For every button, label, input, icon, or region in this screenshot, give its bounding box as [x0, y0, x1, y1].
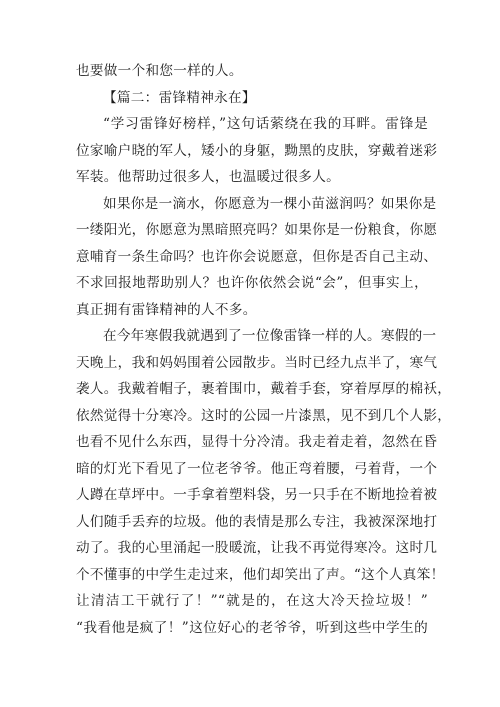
text-line: 也看不见什么东西，显得十分冷清。我走着走着，忽然在昏	[76, 434, 438, 450]
text-line: 依然觉得十分寒冷。这时的公园一片漆黑，见不到几个人影，	[76, 407, 452, 424]
text-line: 暗的灯光下看见了一位老爷爷。他正弯着腰，弓着背，一个	[76, 460, 438, 477]
text-line: 如果你是一滴水，你愿意为一棵小苗滋润吗？如果你是	[103, 195, 437, 212]
text-line: 真正拥有雷锋精神的人不多。	[76, 301, 257, 318]
text-line: 一缕阳光，你愿意为黑暗照亮吗？如果你是一份粮食，你愿	[76, 222, 438, 238]
text-line: 人们随手丢弃的垃圾。他的表情是那么专注，我被深深地打	[76, 513, 438, 530]
text-line: 军装。他帮助过很多人，也温暖过很多人。	[76, 169, 340, 185]
text-line: 不求回报地帮助别人？也许你依然会说“会”，但事实上，	[76, 275, 428, 291]
text-line: 也要做一个和您一样的人。	[76, 63, 243, 79]
section-heading: 【篇二：雷锋精神永在】	[103, 89, 256, 106]
text-line: 意哺育一条生命吗？也许你会说愿意，但你是否自己主动、	[76, 248, 438, 265]
text-line: 个不懂事的中学生走过来，他们却笑出了声。“这个人真笨！	[76, 566, 445, 583]
text-line: 袭人。我戴着帽子，裹着围巾，戴着手套，穿着厚厚的棉袄，	[76, 381, 452, 397]
document-body	[76, 58, 452, 641]
text-line: 动了。我的心里涌起一股暖流，让我不再觉得寒冷。这时几	[76, 540, 438, 556]
text-line: 位家喻户晓的军人，矮小的身躯，黝黑的皮肤，穿戴着迷彩	[76, 142, 438, 159]
text-line: 人蹲在草坪中。一手拿着塑料袋，另一只手在不断地捡着被	[76, 487, 438, 503]
text-line: “我看他是疯了！”这位好心的老爷爷，听到这些中学生的	[76, 619, 428, 636]
text-line: 在今年寒假我就遇到了一位像雷锋一样的人。寒假的一	[103, 328, 437, 344]
text-line: 让清洁工干就行了！”“就是的，在这大冷天捡垃圾！”	[76, 593, 428, 609]
text-line: “学习雷锋好榜样，”这句话萦绕在我的耳畔。雷锋是	[103, 116, 428, 132]
text-line: 天晚上，我和妈妈围着公园散步。当时已经九点半了，寒气	[76, 354, 438, 371]
